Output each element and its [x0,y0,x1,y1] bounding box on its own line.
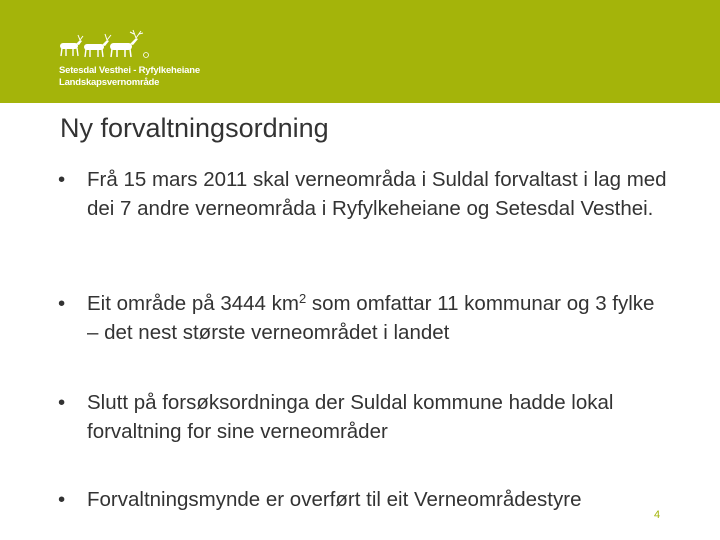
bullet-item [58,388,668,446]
bullet-item [58,289,668,347]
bullet-item [58,485,668,514]
bullet-text: Forvaltningsmynde er overført til eit Verneområdestyre [87,488,582,511]
bullet-text: Frå 15 mars 2011 skal verneområda i Suldal forvaltast i lag med dei 7 andre verneområda i Ryfylkeheiane og Setesdal Vesthei. [87,168,667,220]
bullet-text-part: som omfattar 11 kommunar og 3 fylke – det nest største verneområdet i landet [87,292,655,344]
header-banner [0,0,720,103]
page-number: 4 [654,509,661,521]
superscript: 2 [298,291,307,306]
logo-text-line2: Landskapsvernområde [59,77,160,88]
reindeer-herd-icon [58,26,168,62]
bullet-marker: • [58,488,66,511]
bullet-marker: • [58,292,66,315]
bullet-text: Slutt på forsøksordninga der Suldal kommune hadde lokal forvaltning for sine verneområder [87,391,614,443]
bullet-text [87,289,668,347]
slide-title: Ny forvaltningsordning [60,113,329,143]
bullet-item [58,165,668,223]
bullet-text-part: Eit område på 3444 km [87,292,299,315]
organization-logo [58,26,218,90]
bullet-marker: • [58,168,66,191]
bullet-marker: • [58,391,66,414]
logo-text-line1: Setesdal Vesthei - Ryfylkeheiane [59,65,200,76]
